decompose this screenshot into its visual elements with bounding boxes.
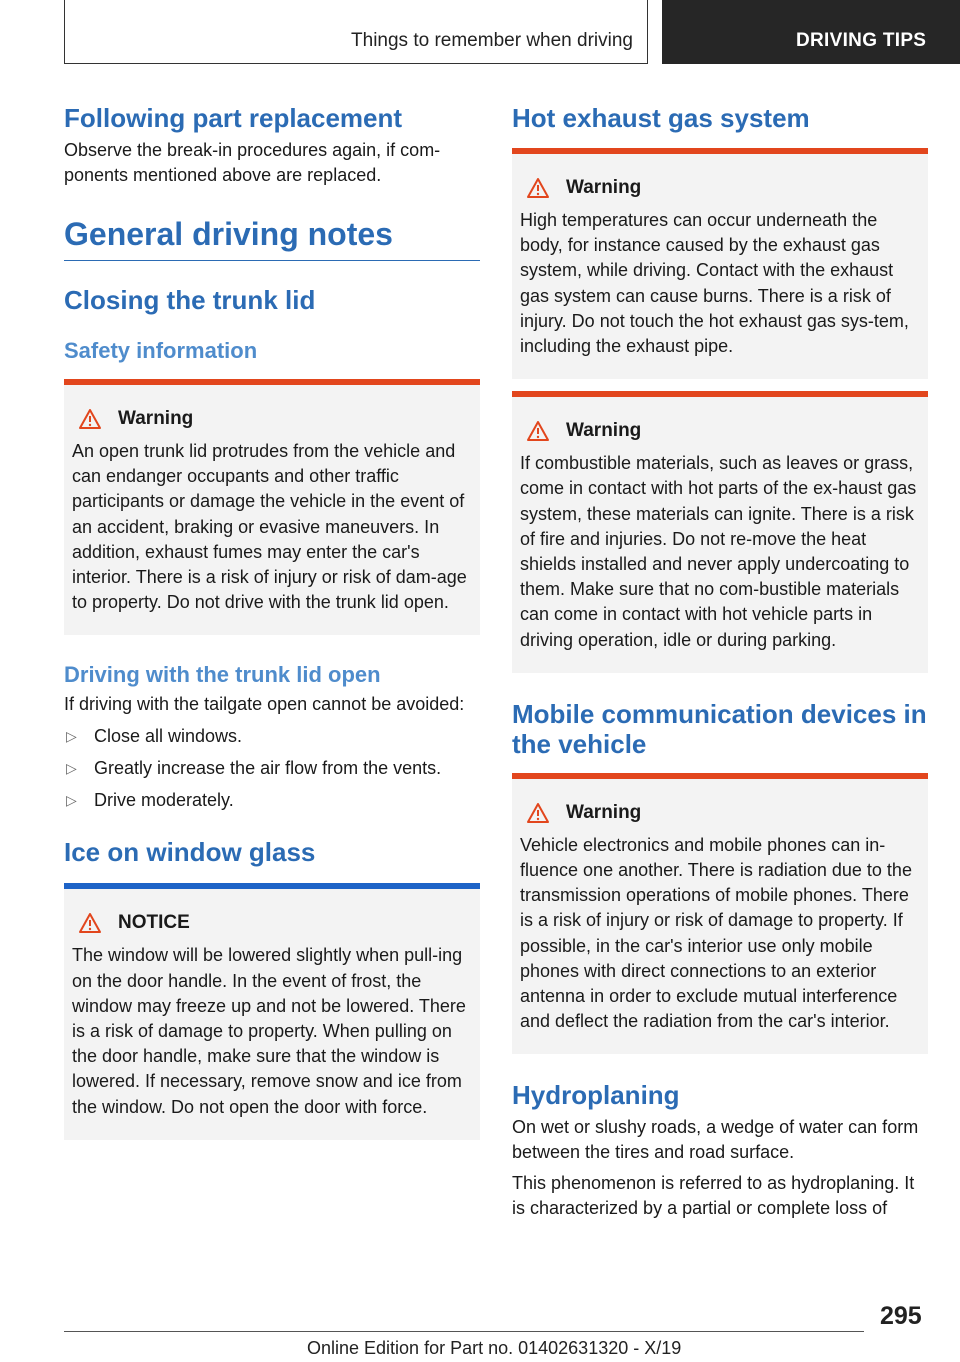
warning-box-mobile [512,773,928,1055]
driving-open-text: If driving with the tailgate open cannot be avoided: [64,694,465,715]
list-item: ▷ Drive moderately. [64,788,480,813]
warning-label: Warning [118,408,194,429]
footer-edition: Online Edition for Part no. 01402631320 - X/19 [307,1338,682,1358]
bullet-triangle-icon: ▷ [66,760,77,777]
warning-label: Warning [566,801,642,823]
warning-box-trunk [64,379,480,635]
hydroplaning-title: Hydroplaning [512,1080,680,1111]
ice-title: Ice on window glass [64,837,316,868]
warning-text: An open trunk lid protrudes from the vehicle and can endanger occupants and other traffic participants or damage the vehicle in the event of an accident, braking or evasive maneuvers. In addition, exhaust fumes may enter the car's interior. There is a risk of injury or risk of dam‐age to property. Do not drive with the trunk lid open. [72,441,467,613]
notice-triangle-icon [78,912,102,934]
warning-heading [520,176,920,200]
header-chapter-title: DRIVING TIPS [796,30,927,51]
warning-triangle-icon [526,420,550,442]
warning-heading [520,801,920,825]
warning-box-combustible [512,391,928,673]
warning-triangle-icon [526,177,550,199]
warning-triangle-icon [526,802,550,824]
left-column [64,100,480,1140]
list-item: ▷ Greatly increase the air flow from the vents. [64,756,480,781]
warning-box-exhaust-heat [512,148,928,379]
right-column [512,100,928,1221]
following-title: Following part replacement [64,103,403,133]
bullet-triangle-icon: ▷ [66,792,77,809]
notice-label: NOTICE [118,912,190,934]
notice-text: The window will be lowered slightly when pull‐ing on the door handle. In the event of frost, the window may freeze up and not be lowered. There is a risk of damage to property. When pulling on the door handle, make sure that the window is lowered. If necessary, remove snow and ice from the window. Do not open the door with force. [72,945,466,1117]
bullet-triangle-icon: ▷ [66,728,77,745]
hydroplaning-text-1: On wet or slushy roads, a wedge of water can form between the tires and road surface. [512,1117,919,1163]
list-item: ▷ Close all windows. [64,724,480,749]
notice-box-ice [64,883,480,1139]
footer-divider [64,1331,864,1332]
safety-title: Safety information [64,338,258,363]
driving-open-title: Driving with the trunk lid open [64,662,381,688]
warning-text: If combustible materials, such as leaves or grass, come in contact with hot parts of the ex‐haust gas system, these materials can ignite. There is a risk of fire and injuries. Do not re‐move the heat shields installed and never apply undercoating to them. Make sure that no com‐bustible materials can come in contact with hot vehicle parts in driving operation, idle or during parking. [520,453,917,650]
hydroplaning-text-2: This phenomenon is referred to as hydroplaning. It is characterized by a partial or complete loss of [512,1173,915,1219]
mobile-title: Mobile communication devices in the vehicle [512,698,927,759]
trunk-title: Closing the trunk lid [64,285,316,315]
header-section-tab [64,0,648,64]
warning-text: High temperatures can occur underneath the body, for instance caused by the exhaust gas system, while driving. Contact with the exhaust gas system can cause burns. There is a risk of injury. Do not touch the hot exhaust gas sys‐tem, including the exhaust pipe. [520,210,909,357]
following-text: Observe the break-in procedures again, if com‐ponents mentioned above are replaced. [64,140,441,185]
warning-heading [520,419,920,443]
driving-open-list [64,724,480,813]
header-chapter-tab [662,0,960,64]
warning-text: Vehicle electronics and mobile phones can in‐fluence one another. There is radiation due to the transmission operations of mobile phones. There is a risk of injury or risk of damage to property. If possible, in the car's interior use only mobile phones with direct connections to an exterior antenna in order to exclude mutual interference and deflect the radiation from the car's interior. [520,834,912,1032]
warning-label: Warning [566,420,642,442]
warning-triangle-icon [78,408,102,430]
notice-heading [72,911,472,935]
page-number: 295 [880,1302,922,1330]
general-driving-title: General driving notes [64,214,480,261]
warning-heading [72,407,472,431]
warning-label: Warning [566,177,642,198]
exhaust-title: Hot exhaust gas system [512,103,810,133]
header-section-title: Things to remember when driving [351,30,633,51]
